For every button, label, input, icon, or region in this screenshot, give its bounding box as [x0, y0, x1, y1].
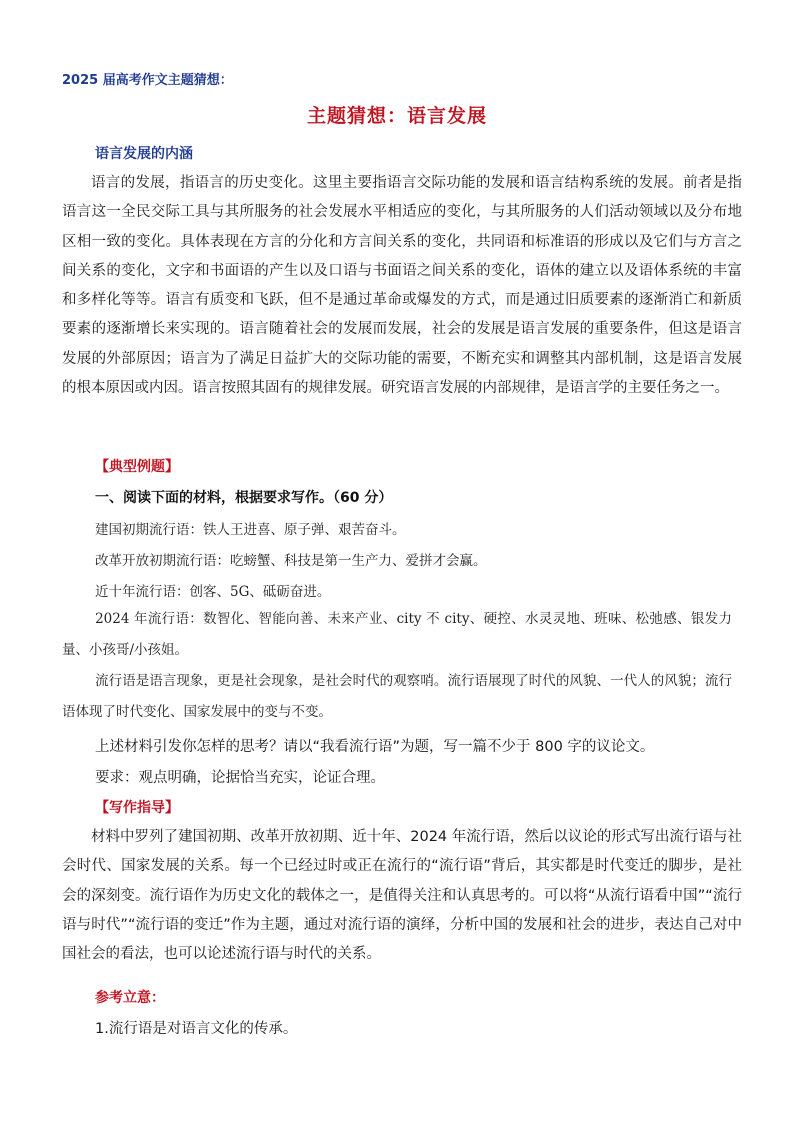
section-heading-meaning: 语言发展的内涵 [95, 146, 193, 162]
writing-requirement: 要求：观点明确，论据恰当充实，论证合理。 [95, 770, 385, 786]
material-2024: 2024 年流行语：数智化、智能向善、未来产业、city 不 city、硬控、水灵灵地、班味、松弛感、银发力量、小孩哥/小孩姐。 [62, 611, 732, 658]
example-question: 一、阅读下面的材料，根据要求写作。（60 分） [95, 490, 393, 506]
material-line-2: 改革开放初期流行语：吃螃蟹、科技是第一生产力、爱拼才会赢。 [95, 553, 487, 569]
writing-prompt: 上述材料引发你怎样的思考？请以“我看流行语”为题，写一篇不少于 800 字的议论文。 [95, 739, 655, 755]
material-comment: 流行语是语言现象，更是社会现象，是社会时代的观察哨。流行语展现了时代的风貌、一代人的风貌；流行语体现了时代变化、国家发展中的变与不变。 [62, 673, 732, 720]
material-line-3: 近十年流行语：创客、5G、砥砺奋进。 [95, 584, 331, 600]
page-title: 主题猜想：语言发展 [306, 105, 487, 127]
section-body-meaning: 语言的发展，指语言的历史变化。这里主要指语言交际功能的发展和语言结构系统的发展。前者是指语言这一全民交际工具与其所服务的社会发展水平相适应的变化，与其所服务的人们活动领域以及分布地区相一致的变化。具体表现在方言的分化和方言间关系的变化，共同语和标准语的形成以及它们与方言之间关系的变化，文字和书面语的产生以及口语与书面语之间关系的变化，语体的建立以及语体系统的丰富和多样化等等。语言有质变和飞跃，但不是通过革命或爆发的方式，而是通过旧质要素的逐渐消亡和新质要素的逐渐增长来实现的。语言随着社会的发展而发展，社会的发展是语言发展的重要条件，但这是语言发展的外部原因；语言为了满足日益扩大的交际功能的需要，不断充实和调整其内部机制，这是语言发展的根本原因或内因。语言按照其固有的规律发展。研究语言发展的内部规律，是语言学的主要任务之一。 [62, 175, 742, 397]
reference-item-1: 1.流行语是对语言文化的传承。 [95, 1021, 298, 1037]
guidance-heading: 【写作指导】 [95, 800, 179, 816]
reference-heading: 参考立意： [95, 990, 165, 1006]
guidance-body: 材料中罗列了建国初期、改革开放初期、近十年、2024 年流行语，然后以议论的形式写出流行语与社会时代、国家发展的关系。每一个已经过时或正在流行的“流行语”背后，其实都是时代变迁的脚步，是社会的深刻变。流行语作为历史文化的载体之一，是值得关注和认真思考的。可以将“从流行语看中国”“流行语与时代”“流行语的变迁”作为主题，通过对流行语的演绎，分析中国的发展和社会的进步，表达自己对中国社会的看法，也可以论述流行语与时代的关系。 [62, 829, 742, 963]
material-line-1: 建国初期流行语：铁人王进喜、原子弹、艰苦奋斗。 [95, 522, 406, 538]
example-heading: 【典型例题】 [95, 459, 179, 475]
series-label: 2025 届高考作文主题猜想： [62, 73, 233, 88]
